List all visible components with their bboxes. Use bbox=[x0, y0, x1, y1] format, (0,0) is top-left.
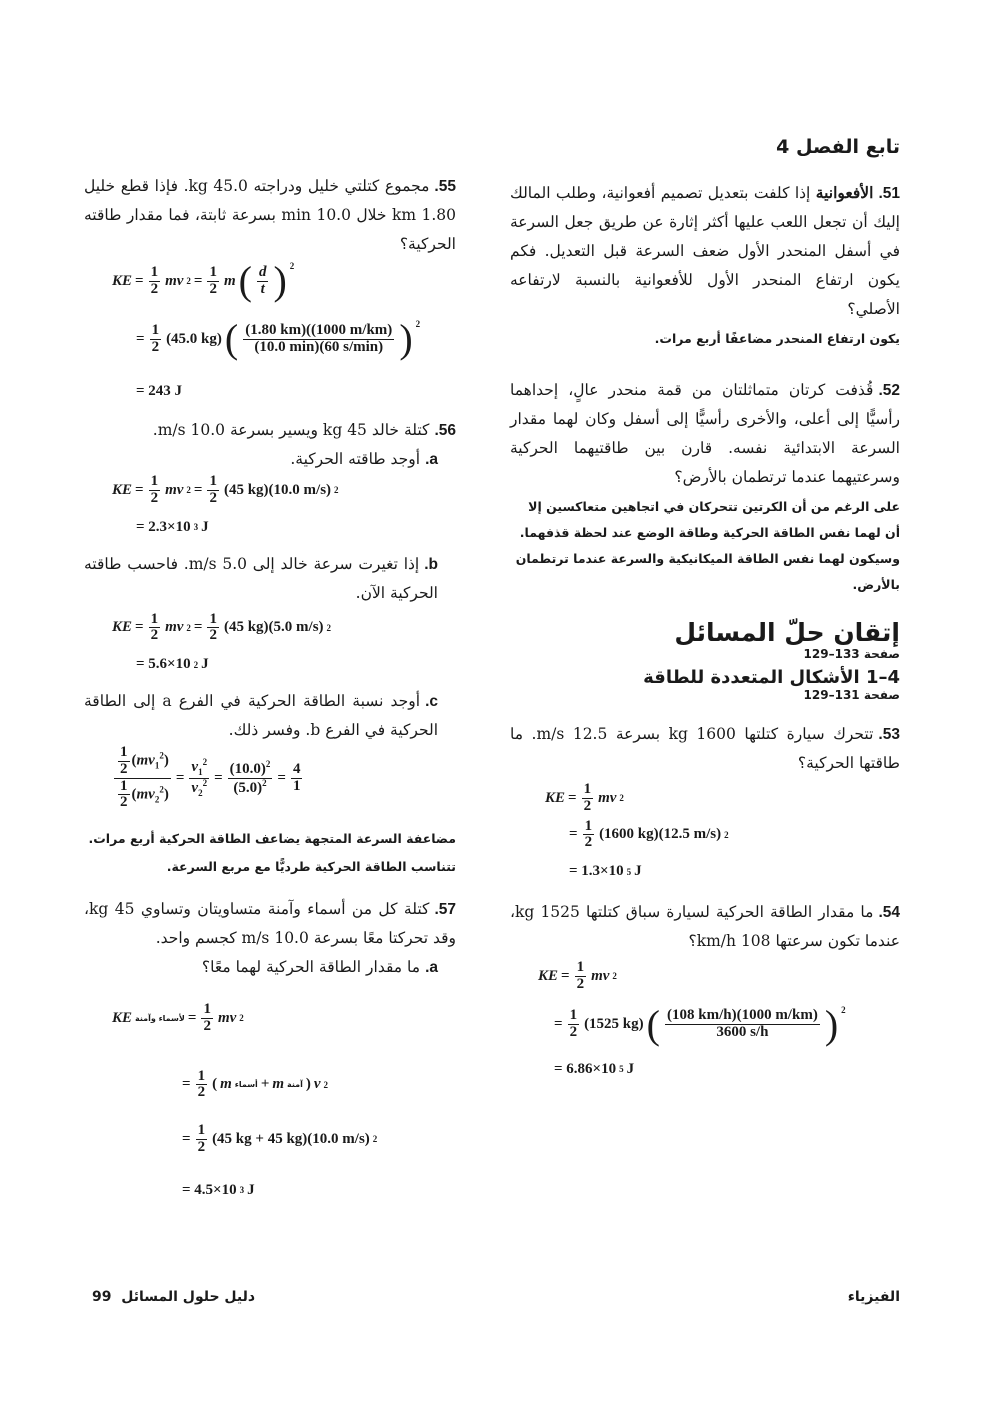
part-56c: c.أوجد نسبة الطاقة الحركية في الفرع a إلى الطاقة الحركية في الفرع b. وفسر ذلك. bbox=[84, 692, 438, 739]
problem-53 bbox=[510, 720, 900, 778]
eq-result: = 6.86×10 bbox=[554, 1060, 617, 1077]
answer-51: يكون ارتفاع المنحدر مضاعفًا أربع مرات. bbox=[654, 331, 900, 346]
equation-54: KE = $\frac{1}{2}$ mv 2 = $\frac{1}{2}$ (1525 kg) ( $\frac{(108 km/h)(1000 m/km)}{3600 s/h}$ ) $^2$ = 6.86×10 5 J bbox=[538, 959, 846, 1077]
problem-text: ما مقدار الطاقة الحركية لسيارة سباق كتلتها 1525 kg، عندما تكون سرعتها 108 km/h؟ bbox=[510, 903, 900, 950]
eq-denominator: 3600 s/h bbox=[716, 1024, 769, 1040]
problem-number: 56. bbox=[434, 422, 456, 439]
section-pages: صفحة 131–129 bbox=[803, 688, 900, 702]
footer-subject: الفيزياء bbox=[847, 1289, 900, 1305]
problem-text: إذا كلفت بتعديل تصميم أفعوانية، وطلب المالك إليك أن تجعل اللعب عليها أكثر إثارة عن طريق جعل السرعة في أسفل المنحدر الأول ضعف السرعة قبل التعديل. فكم يكون ارتفاع المنحدر الأول للأفعوانية بالنسبة لارتفاعه الأصلي؟ bbox=[510, 184, 900, 318]
problem-54 bbox=[510, 898, 900, 956]
problem-text: كتلة كل من أسماء وآمنة متساويتان وتساوي 45 kg، وقد تحركتا معًا بسرعة 10.0 m/s كجسم واحد. bbox=[84, 900, 456, 947]
page-number: 99 bbox=[92, 1289, 112, 1305]
mastery-pages: صفحة 133–129 bbox=[803, 647, 900, 661]
footer-guide: دليل حلول المسائل 99 bbox=[92, 1289, 256, 1305]
equation-56a: KE = $\frac{1}{2}$ mv 2 = $\frac{1}{2}$ (45 kg)(10.0 m/s) 2 = 2.3×10 3 J bbox=[112, 473, 339, 535]
equation-56c: $\frac{1}{2}$ $(mv_1^2)$ $\frac{1}{2}$ $(mv_2^2)$ = $\frac{v_1^2}{v_2^2}$ = $\frac{(10.0)^2}{(5.0)^2}$ = $\frac{4}{1}$ bbox=[84, 745, 456, 811]
equation-57: KE لأسماء وآمنة = $\frac{1}{2}$ mv 2 = $\frac{1}{2}$ ( m أسماء + m آمنة ) v 2 = $\frac{1}{2}$ (45 kg + 45 kg)(10.0 m/s) 2 = 4.5×10 3 J bbox=[112, 1001, 378, 1198]
eq-numerator: (1.80 km)((1000 m/km) bbox=[245, 321, 393, 338]
eq-mass: (1525 kg) bbox=[584, 1016, 644, 1032]
section-heading: 4–1 الأشكال المتعددة للطاقة bbox=[643, 667, 900, 688]
equation-53: KE = $\frac{1}{2}$ mv 2 = $\frac{1}{2}$ (1600 kg)(12.5 m/s) 2 = 1.3×10 5 J bbox=[545, 781, 729, 879]
problem-text: مجموع كتلتي خليل ودراجته 45.0 kg. فإذا قطع خليل 1.80 km خلال 10.0 min بسرعة ثابتة، فما مقدار طاقته الحركية؟ bbox=[84, 177, 456, 253]
problem-55 bbox=[84, 172, 456, 259]
part-56b: b.إذا تغيرت سرعة خالد إلى 5.0 m/s. فاحسب طاقته الحركية الآن. bbox=[84, 554, 438, 602]
equation-55: KE = $\frac{1}{2}$ mv 2 = $\frac{1}{2}$ m ( $\frac{d}{t}$ ) $^2$ = $\frac{1}{2}$ (45.0 kg) ( $\frac{(1.80 km)((1000 m/km)}{(10.0 \min)(60 s/\min)}$ ) $^2$ = 243 J bbox=[84, 261, 456, 400]
eq-denominator: (10.0 min)(60 s/min) bbox=[254, 338, 384, 355]
problem-number: 55. bbox=[434, 178, 456, 195]
problem-number: 57. bbox=[434, 901, 456, 918]
section-header: تابع الفصل 4 bbox=[776, 136, 900, 158]
problem-56 bbox=[84, 416, 456, 445]
problem-number: 52. bbox=[878, 382, 900, 399]
equation-56b: KE = $\frac{1}{2}$ mv 2 = $\frac{1}{2}$ (45 kg)(5.0 m/s) 2 = 5.6×10 2 J bbox=[112, 610, 332, 672]
eq-result: = 243 J bbox=[136, 383, 183, 399]
left-column bbox=[84, 172, 456, 1199]
problem-51 bbox=[510, 178, 900, 324]
problem-number: 51. bbox=[878, 185, 900, 202]
bold-lead: الأفعوانية bbox=[815, 183, 874, 202]
problem-number: 54. bbox=[878, 904, 900, 921]
eq-mass: (45.0 kg) bbox=[166, 330, 222, 347]
part-57a: a.ما مقدار الطاقة الحركية لهما معًا؟ bbox=[201, 958, 438, 976]
problem-number: 53. bbox=[878, 726, 900, 743]
eq-values: (1600 kg)(12.5 m/s) bbox=[599, 826, 722, 843]
answer-56c: مضاعفة السرعة المتجهة يضاعف الطاقة الحركية أربع مرات. تتناسب الطاقة الحركية طرديًّا مع مربع السرعة. bbox=[88, 831, 456, 874]
answer-52: على الرغم من أن الكرتين تتحركان في اتجاهين متعاكسين إلا أن لهما نفس الطاقة الحركية وطاقة الوضع عند لحظة قذفهما. وسيكون لهما نفس الطاقة الميكانيكية والسرعة عندما ترتطمان بالأرض. bbox=[515, 499, 900, 592]
eq-numerator: (108 km/h)(1000 m/km) bbox=[666, 1007, 818, 1024]
right-column bbox=[510, 130, 900, 1078]
problem-57 bbox=[84, 895, 456, 953]
part-56a: a.أوجد طاقته الحركية. bbox=[290, 450, 438, 468]
mastery-heading: إتقان حلّ المسائل bbox=[674, 618, 900, 647]
problem-text: تتحرك سيارة كتلتها 1600 kg بسرعة 12.5 m/s. ما طاقتها الحركية؟ bbox=[510, 725, 900, 772]
problem-text: كتلة خالد 45 kg ويسير بسرعة 10.0 m/s. bbox=[152, 421, 430, 439]
problem-52 bbox=[510, 376, 900, 492]
problem-text: قُذفت كرتان متماثلتان من قمة منحدر عالٍ، إحداهما رأسيًّا إلى أعلى، والأخرى رأسيًّا إلى أسفل وكان لهما مقدار السرعة الابتدائية نفسه. قارن بين طاقتيهما الحركية وسرعتيهما عندما ترتطمان بالأرض؟ bbox=[510, 381, 900, 486]
eq-result: = 1.3×10 bbox=[569, 863, 624, 879]
